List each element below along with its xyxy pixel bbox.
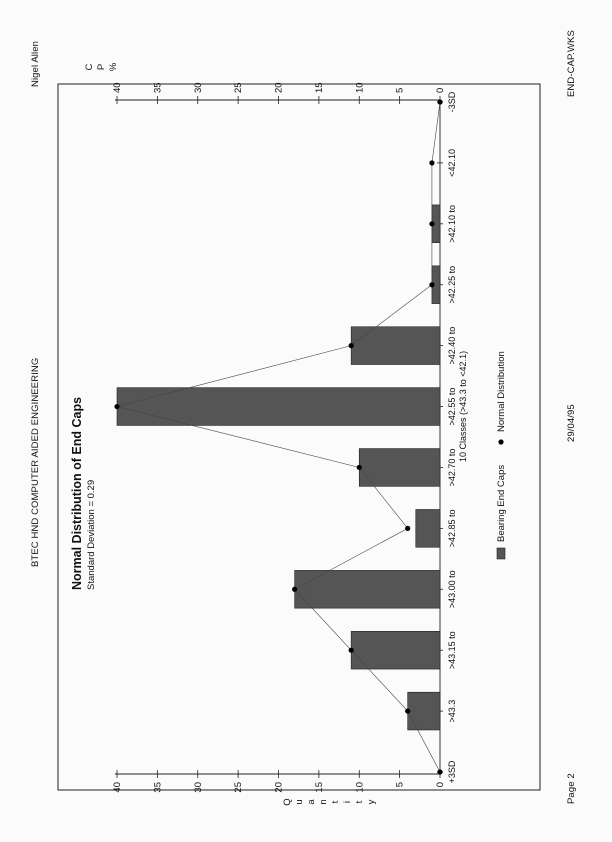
bar-1 [408, 692, 440, 730]
nd-point-7 [349, 343, 354, 348]
y-tick-label-right: 15 [313, 82, 325, 93]
y-tick-label-left: 35 [152, 782, 164, 793]
bars-layer [117, 205, 440, 730]
nd-point-4 [405, 526, 410, 531]
y-tick-label-right: 5 [394, 87, 406, 93]
normal-distribution-layer [114, 99, 442, 774]
y-axis-label-left: Quantity [282, 798, 377, 806]
y-tick-label-left: 25 [233, 782, 245, 793]
x-axis-label: 10 Classes (>43.3 to <42.1) [458, 350, 468, 462]
bar-7 [351, 327, 440, 365]
bar-5 [359, 449, 440, 487]
bar-4 [416, 509, 440, 547]
y-axis-label-right: CP% [84, 62, 119, 72]
legend-bar-label: Bearing End Caps [496, 464, 507, 542]
nd-point-9 [429, 221, 434, 226]
bar-6 [117, 388, 440, 426]
x-category-label: >43.15 to [447, 631, 457, 670]
y-axis-labels [84, 62, 377, 805]
y-tick-label-left: 10 [354, 782, 366, 793]
y-tick-label-left: 15 [313, 782, 325, 793]
legend [496, 351, 507, 559]
nd-point-11 [437, 99, 442, 104]
legend-bar-swatch [497, 548, 505, 559]
x-category-label: >43.00 to [447, 570, 457, 609]
x-category-label: >42.25 to [447, 265, 457, 304]
nd-point-3 [292, 587, 297, 592]
y-tick-label-right: 0 [435, 87, 446, 93]
legend-dot-label: Normal Distribution [496, 351, 507, 432]
footer-left-text: Page 2 [566, 773, 577, 804]
y-tick-label-right: 10 [354, 82, 366, 93]
bar-3 [295, 570, 440, 608]
header-left-text: BTEC HND COMPUTER AIDED ENGINEERING [30, 357, 41, 567]
x-category-label: +3SD [447, 760, 457, 784]
x-category-label: >42.55 to [447, 387, 457, 426]
y-tick-label-right: 35 [152, 82, 164, 93]
nd-point-1 [405, 708, 410, 713]
x-category-label: >42.70 to [447, 448, 457, 487]
y-tick-label-right: 30 [192, 82, 204, 93]
y-tick-label-left: 30 [192, 782, 204, 793]
y-tick-label-left: 40 [112, 782, 123, 793]
nd-point-6 [114, 404, 119, 409]
chart-subtitle: Standard Deviation = 0.29 [86, 479, 97, 590]
nd-point-0 [437, 769, 442, 774]
y-tick-label-left: 0 [435, 782, 446, 788]
x-category-label: <42.10 [447, 149, 457, 177]
nd-point-2 [349, 648, 354, 653]
bar-2 [351, 631, 440, 669]
category-labels [447, 91, 457, 783]
y-tick-label-right: 20 [273, 82, 285, 93]
y-tick-label-left: 20 [273, 782, 285, 793]
x-category-label: >42.10 to [447, 204, 457, 243]
x-category-label: >42.85 to [447, 509, 457, 548]
nd-point-8 [429, 282, 434, 287]
y-tick-label-right: 25 [233, 82, 245, 93]
chart-title: Normal Distribution of End Caps [70, 396, 84, 590]
footer-center-text: 29/04/95 [566, 404, 577, 442]
y-tick-label-right: 40 [112, 82, 123, 93]
header-right-text: Nigel Allen [30, 41, 41, 87]
y-tick-label-left: 5 [394, 782, 406, 788]
footer-right-text: END-CAP.WKS [566, 30, 577, 97]
x-category-label: >43.3 [447, 699, 457, 723]
nd-point-5 [357, 465, 362, 470]
legend-dot-swatch [498, 439, 503, 444]
x-category-label: >42.40 to [447, 326, 457, 365]
normal-distribution-line [117, 102, 440, 772]
nd-point-10 [429, 160, 434, 165]
x-category-label: -3SD [447, 91, 457, 113]
axes [112, 82, 446, 792]
